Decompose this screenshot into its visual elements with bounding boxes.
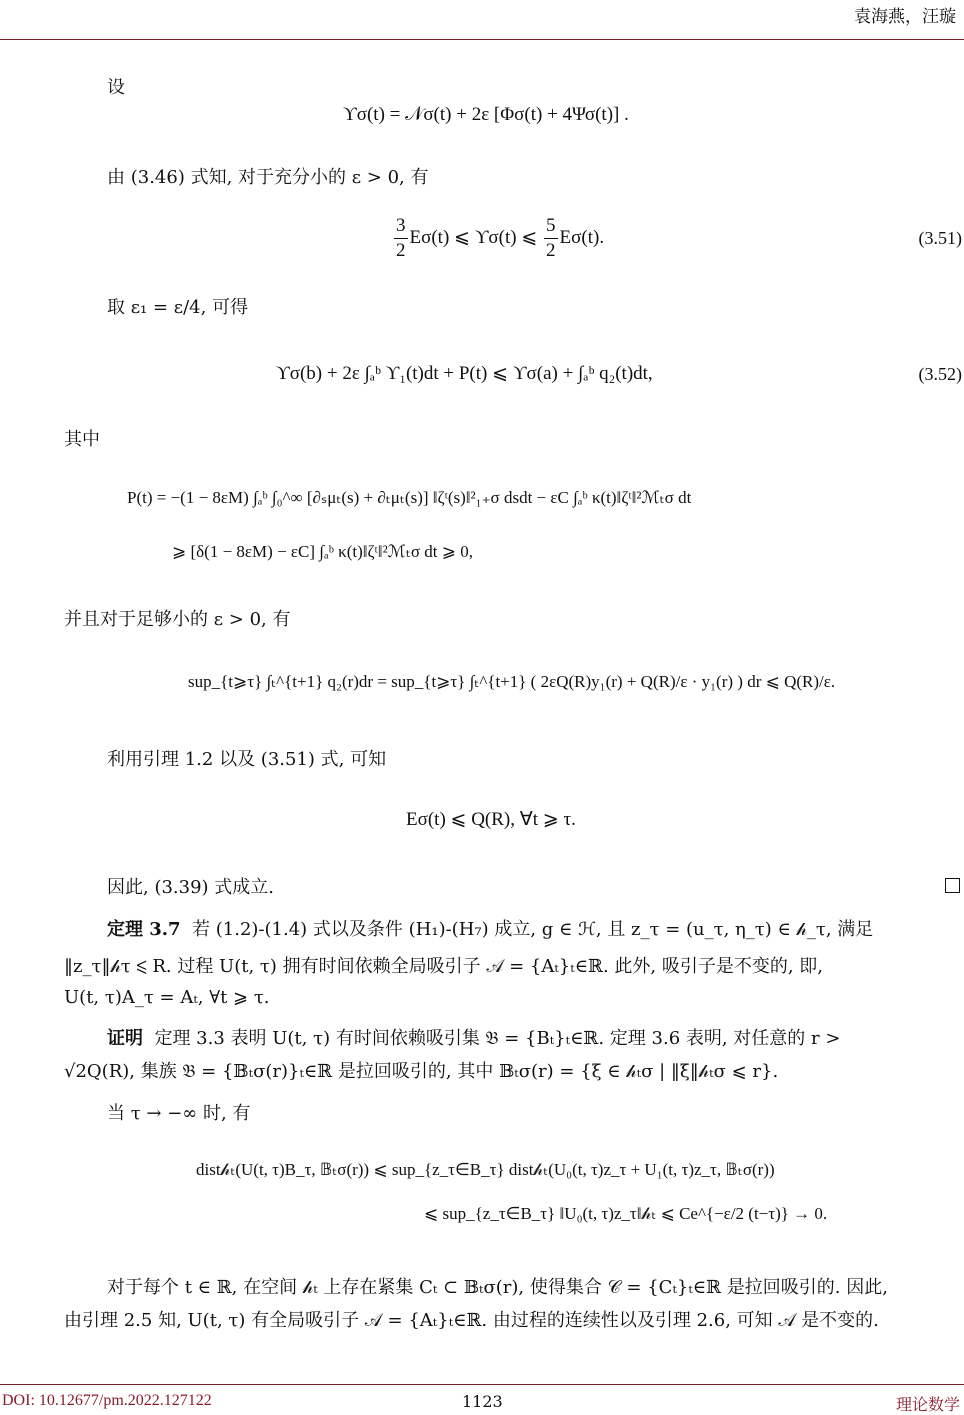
- theorem-label: 定理 3.7: [107, 919, 181, 940]
- para-compact-set: 对于每个 t ∈ ℝ, 在空间 𝒽ₜ 上存在紧集 Cₜ ⊂ 𝔹ₜσ(r), 使得集合 𝒞 = {Cₜ}ₜ∈ℝ 是拉回吸引的. 因此,: [107, 1277, 888, 1298]
- equation-dist-line2: ⩽ sup_{z_τ∈B_τ} ‖U₀(t, τ)z_τ‖𝒽ₜ ⩽ Ce^{−ε/2 (t−τ)} → 0.: [424, 1204, 828, 1223]
- equation-352: ϒσ(b) + 2ε ∫ₐᵇ ϒ₁(t)dt + P(t) ⩽ ϒσ(a) + ∫ₐᵇ q₂(t)dt,: [276, 363, 653, 384]
- equation-P-line2: ⩾ [δ(1 − 8εM) − εC] ∫ₐᵇ κ(t)‖ζᵗ‖²ℳₜσ dt ⩾ 0,: [172, 542, 473, 561]
- theorem-line1: 定理 3.7 若 (1.2)-(1.4) 式以及条件 (H₁)-(H₇) 成立, g ∈ ℋ, 且 z_τ = (u_τ, η_τ) ∈ 𝒽_τ, 满足: [107, 919, 874, 940]
- equation-P-line1: P(t) = −(1 − 8εM) ∫ₐᵇ ∫₀^∞ [∂ₛμₜ(s) + ∂ₜμₜ(s)] ‖ζᵗ(s)‖²₁₊σ dsdt − εC ∫ₐᵇ κ(t)‖ζᵗ‖²ℳₜσ dt: [127, 488, 692, 507]
- equation-upsilon: ϒσ(t) = 𝒩σ(t) + 2ε [Φσ(t) + 4Ψσ(t)] .: [343, 104, 629, 125]
- para-small-epsilon: 并且对于足够小的 ε > 0, 有: [64, 609, 291, 630]
- para-she: 设: [107, 77, 125, 98]
- header-author: 袁海燕，汪璇: [854, 7, 956, 27]
- para-qizhong: 其中: [64, 429, 100, 450]
- para-lemma12: 利用引理 1.2 以及 (3.51) 式, 可知: [107, 749, 387, 770]
- para-tau-limit: 当 τ → −∞ 时, 有: [107, 1103, 251, 1124]
- para-conclusion: 由引理 2.5 知, U(t, τ) 有全局吸引子 𝒜 = {Aₜ}ₜ∈ℝ. 由过程的连续性以及引理 2.6, 可知 𝒜 是不变的.: [64, 1310, 879, 1331]
- footer-page-number: 1123: [462, 1392, 503, 1411]
- equation-sup: sup_{t⩾τ} ∫ₜ^{t+1} q₂(r)dr = sup_{t⩾τ} ∫ₜ^{t+1} ( 2εQ(R)y₁(r) + Q(R)/ε · y₁(r) ) dr ⩽ Q(R)/ε.: [188, 672, 836, 691]
- footer-rule: [0, 1384, 964, 1385]
- para-epsilon1: 取 ε₁ = ε/4, 可得: [107, 297, 249, 318]
- qed-box-icon: [945, 878, 960, 893]
- proof-line2: √2Q(R), 集族 𝔅 = {𝔹ₜσ(r)}ₜ∈ℝ 是拉回吸引的, 其中 𝔹ₜσ(r) = {ξ ∈ 𝒽ₜσ | ‖ξ‖𝒽ₜσ ⩽ r}.: [64, 1061, 779, 1082]
- equation-dist-line1: dist𝒽ₜ(U(t, τ)B_τ, 𝔹ₜσ(r)) ⩽ sup_{z_τ∈B_τ} dist𝒽ₜ(U₀(t, τ)z_τ + U₁(t, τ)z_τ, 𝔹ₜσ(r)): [196, 1160, 775, 1179]
- equation-number-351: (3.51): [918, 228, 962, 248]
- header-rule: [0, 39, 964, 40]
- footer-doi-link[interactable]: DOI: 10.12677/pm.2022.127122: [2, 1392, 212, 1409]
- proof-line1: 证明 定理 3.3 表明 U(t, τ) 有时间依赖吸引集 𝔅 = {Bₜ}ₜ∈ℝ. 定理 3.6 表明, 对任意的 r >: [107, 1028, 841, 1049]
- para-339: 因此, (3.39) 式成立.: [107, 877, 275, 898]
- proof-label: 证明: [107, 1028, 143, 1049]
- theorem-line3: U(t, τ)A_τ = Aₜ, ∀t ⩾ τ.: [64, 987, 270, 1008]
- footer-journal-name: 理论数学: [895, 1395, 960, 1414]
- theorem-line2: ‖z_τ‖𝒽τ ⩽ R. 过程 U(t, τ) 拥有时间依赖全局吸引子 𝒜 = {Aₜ}ₜ∈ℝ. 此外, 吸引子是不变的, 即,: [64, 956, 824, 977]
- equation-351: $\frac{3}{2}$ Eσ(t) ⩽ ϒσ(t) ⩽ $\frac{5}{2}$ Eσ(t).: [396, 215, 605, 261]
- equation-E-bound: Eσ(t) ⩽ Q(R), ∀t ⩾ τ.: [406, 809, 576, 830]
- equation-number-352: (3.52): [918, 364, 962, 384]
- para-346: 由 (3.46) 式知, 对于充分小的 ε > 0, 有: [107, 167, 429, 188]
